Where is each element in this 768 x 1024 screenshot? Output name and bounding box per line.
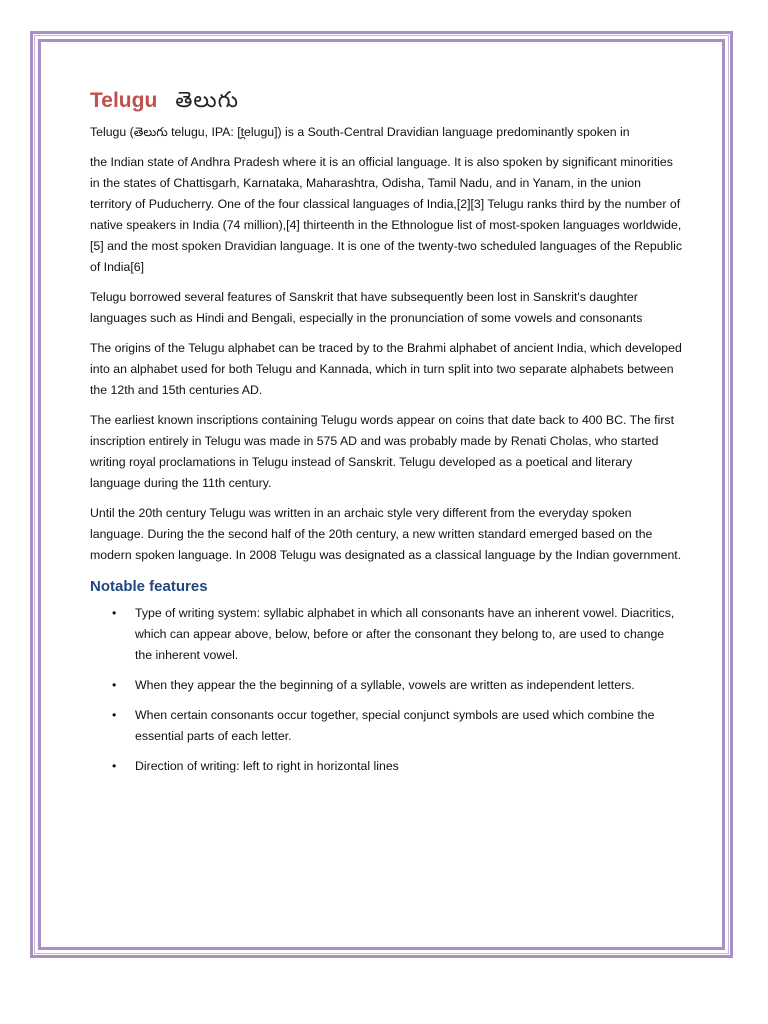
bullet-icon: • — [112, 759, 117, 773]
paragraph-alphabet-origins: The origins of the Telugu alphabet can be traced by to the Brahmi alphabet of ancient India, which developed into an alphabet used for both Telugu and Kannada, which in turn split into two separate alphabets between the 12th and 15th centuries AD. — [90, 341, 682, 397]
paragraph-inscriptions: The earliest known inscriptions containing Telugu words appear on coins that date back to 400 BC. The first inscription entirely in Telugu was made in 575 AD and was probably made by Renati Cholas, who started writing royal proclamations in Telugu instead of Sanskrit. Telugu developed as a poetical and literary language during the 11th century. — [90, 413, 674, 490]
paragraph-overview: the Indian state of Andhra Pradesh where it is an official language. It is also spoken by significant minorities in the states of Chattisgarh, Karnataka, Maharashtra, Odisha, Tamil Nadu, and in Yanam, in the union territory of Puducherry. One of the four classical languages of India,[2][3] Telugu ranks third by the number of native speakers in India (74 million),[4] thirteenth in the Ethnologue list of most-spoken languages worldwide,[5] and the most spoken Dravidian language. It is one of the twenty-two scheduled languages of the Republic of India[6] — [90, 155, 682, 274]
document-title — [90, 88, 682, 122]
paragraph-modern-standard: Until the 20th century Telugu was written in an archaic style very different from the everyday spoken language. During the the second half of the 20th century, a new written standard emerged based on the modern spoken language. In 2008 Telugu was designated as a classical language by the Indian government. — [90, 506, 682, 562]
paragraph-sanskrit: Telugu borrowed several features of Sanskrit that have subsequently been lost in Sanskrit's daughter languages such as Hindi and Bengali, especially in the pronunciation of some vowels and consonants — [90, 290, 643, 325]
document-body — [90, 88, 682, 786]
bullet-icon: • — [112, 708, 117, 722]
intro-first-line: Telugu (తెలుగు telugu, IPA: [t̪elugu]) is a South-Central Dravidian language predominantly spoken in — [90, 125, 630, 139]
bullet-icon: • — [112, 606, 117, 620]
section-heading-notable-features: Notable features — [90, 578, 208, 595]
list-item-text: Direction of writing: left to right in horizontal lines — [135, 759, 399, 773]
title-latin: Telugu — [90, 89, 158, 112]
list-item — [90, 675, 682, 696]
list-item-text: When they appear the the beginning of a syllable, vowels are written as independent letters. — [135, 678, 635, 692]
list-item-text: Type of writing system: syllabic alphabet in which all consonants have an inherent vowel. Diacritics, which can appear above, below, before or after the consonant they belong to, are used to change the inherent vowel. — [135, 606, 675, 662]
list-item — [90, 756, 682, 777]
bullet-icon: • — [112, 678, 117, 692]
list-item — [90, 603, 682, 666]
features-list — [90, 603, 682, 777]
list-item-text: When certain consonants occur together, special conjunct symbols are used which combine the essential parts of each letter. — [135, 708, 655, 743]
list-item — [90, 705, 682, 747]
title-telugu-script: తెలుగు — [175, 88, 240, 113]
